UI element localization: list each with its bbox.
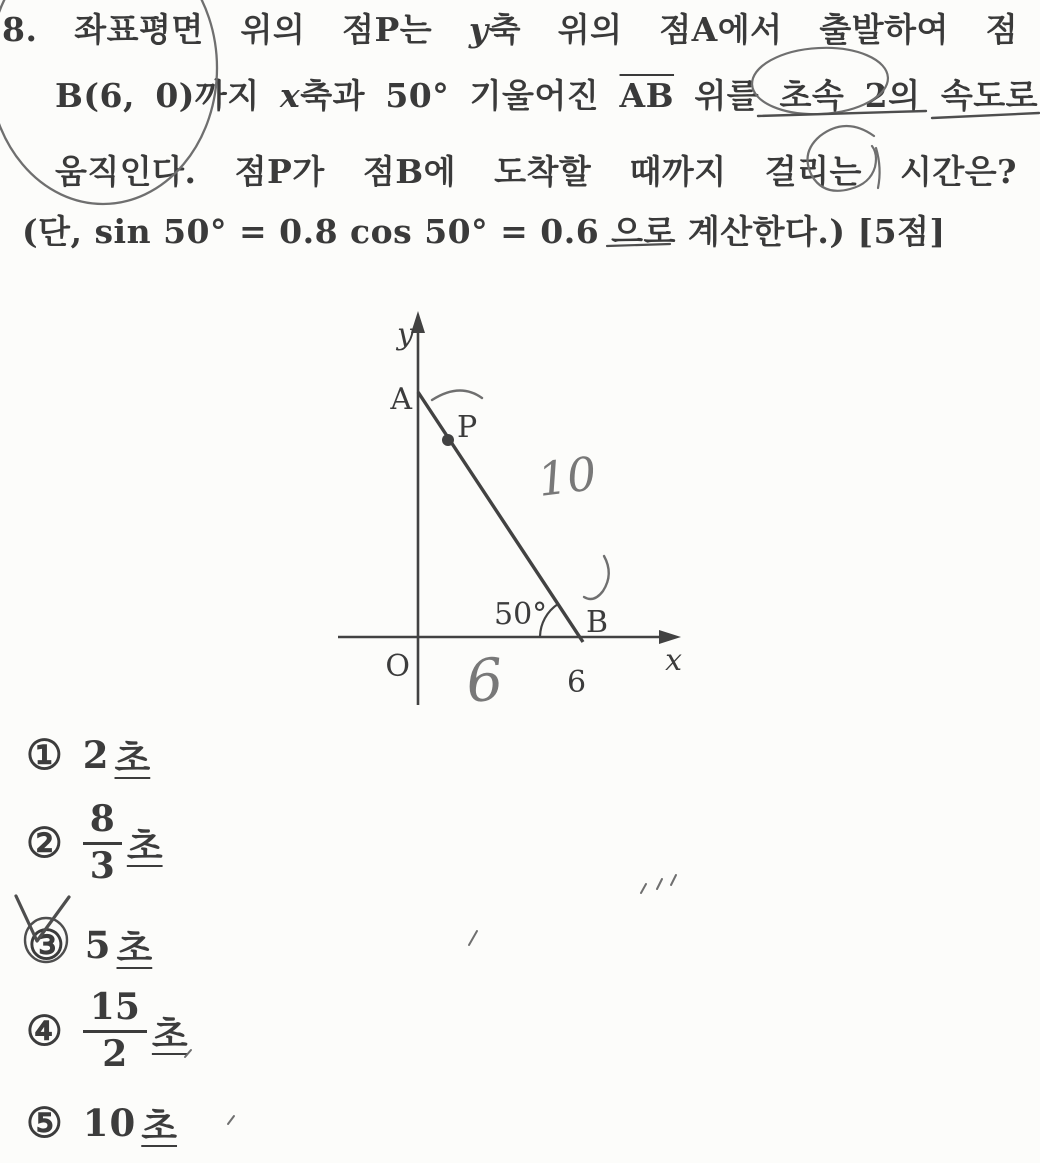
handwritten-base-value: 6 [463,644,506,716]
line2-mid: 축과 50° 기울어진 [300,76,620,115]
variable-x: x [280,76,301,115]
choice-4-unit: 초 [151,1012,188,1056]
question-number: 8. [2,10,38,49]
question-line-1 [2,8,1018,53]
x-axis-arrow-icon [659,630,681,644]
choice-2-unit: 초 [126,824,163,868]
line1-post: 축 위의 점A에서 출발하여 점 [488,10,1018,49]
y-axis-label: y [397,317,414,352]
point-p-dot [442,434,454,446]
stray-marks [185,875,676,1124]
choice-1 [26,728,150,782]
choice-5-marker: ⑤ [26,1098,63,1147]
segment-ab-text: $\overline{AB}$ [619,76,675,115]
choice-5-value: 10 [82,1101,137,1145]
angle-label: 50° [494,597,548,632]
choice-1-value: 2 [82,733,110,777]
fraction-denominator: 3 [89,845,115,887]
choice-1-unit: 초 [114,736,151,780]
point-a-label: A [390,382,412,417]
choice-3-marker: ③ [28,920,65,969]
choice-5-unit: 초 [141,1104,178,1148]
choice-3 [28,918,152,972]
line2-post: 위를 초속 2의 속도로 [674,76,1038,115]
choice-4-fraction [83,988,147,1074]
coordinate-plane-diagram [320,280,700,725]
choice-1-marker: ① [26,730,63,779]
question-line-4: (단, sin 50° = 0.8 cos 50° = 0.6 으로 계산한다.) [5점] [22,212,946,251]
variable-y: y [468,10,489,49]
choice-3-unit: 초 [116,926,153,970]
line1-pre: 좌표평면 위의 점P는 [74,10,469,49]
choice-3-value: 5 [84,923,112,967]
point-p-label: P [457,410,478,445]
fraction-numerator: 8 [83,800,122,845]
question-line-2 [55,74,1038,119]
fraction-numerator: 15 [83,988,147,1033]
choice-4 [26,984,188,1078]
line2-pre: B(6, 0)까지 [55,76,281,115]
x-axis-label: x [665,643,682,678]
b-coordinate-label: 6 [567,665,587,700]
handwritten-hypotenuse-value: 10 [534,446,600,507]
choice-5 [26,1096,177,1150]
choice-2-marker: ② [26,818,63,867]
question-line-3: 움직인다. 점P가 점B에 도착할 때까지 걸리는 시간은? [55,152,1017,191]
choice-2-fraction [83,800,122,886]
choice-4-marker: ④ [26,1006,63,1055]
fraction-denominator: 2 [102,1033,128,1075]
origin-label: O [385,649,410,684]
choice-2 [26,796,163,890]
point-b-label: B [586,605,609,640]
